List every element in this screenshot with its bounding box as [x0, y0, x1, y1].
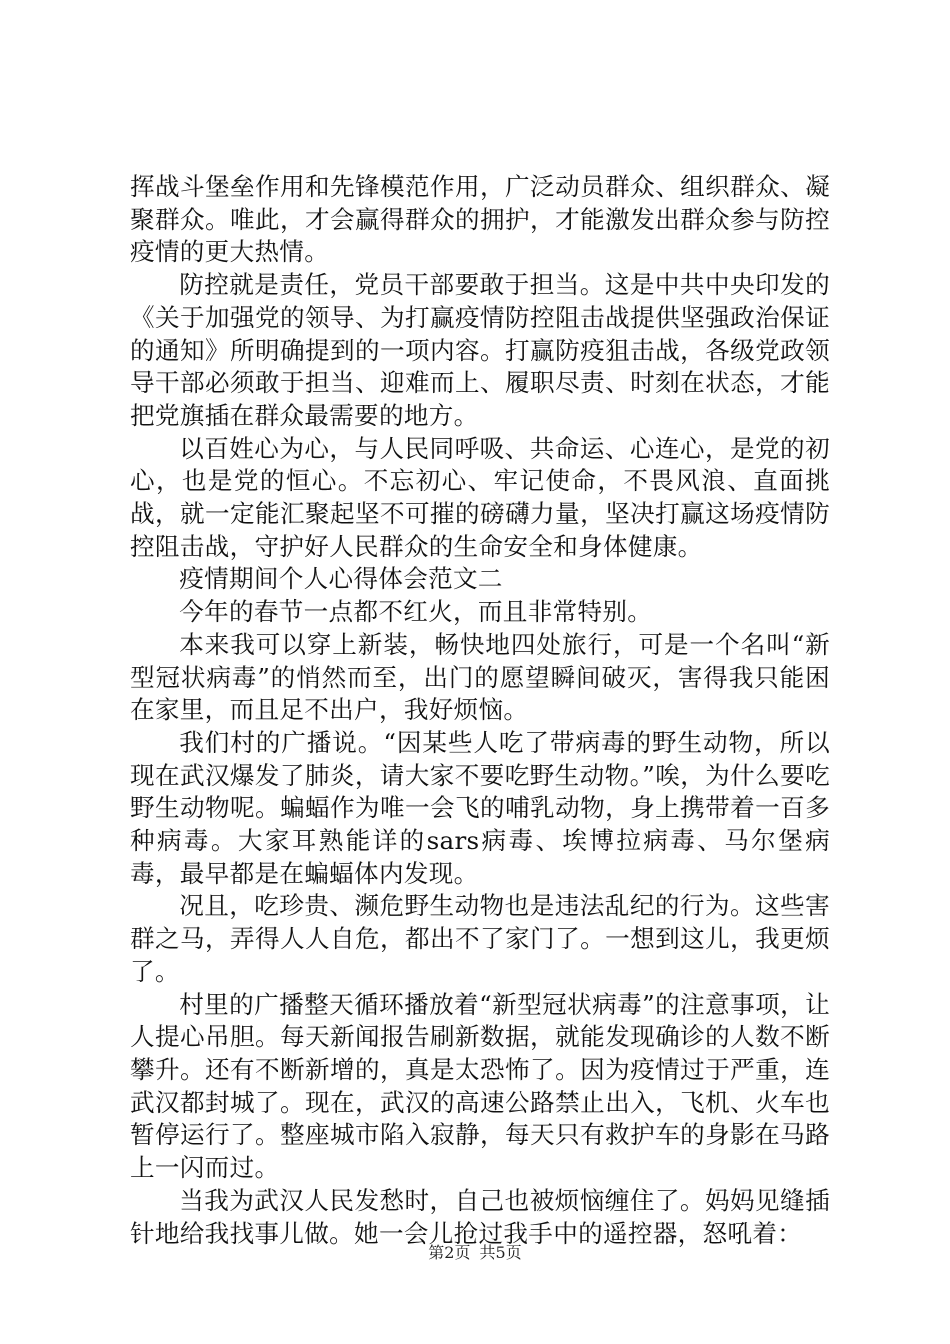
paragraph-3: 以百姓心为心，与人民同呼吸、共命运、心连心，是党的初心，也是党的恒心。不忘初心、牢记使命，不畏风浪、直面挑战，就一定能汇聚起坚不可摧的磅礴力量，坚决打赢这场疫情防控阻击战，守护好人民群众的生命安全和身体健康。	[130, 433, 830, 561]
document-body	[130, 171, 830, 1250]
paragraph-9: 村里的广播整天循环播放着“新型冠状病毒”的注意事项，让人提心吊胆。每天新闻报告刷新数据，就能发现确诊的人数不断攀升。还有不断新增的，真是太恐怖了。因为疫情过于严重，连武汉都封城了。现在，武汉的高速公路禁止出入，飞机、火车也暂停运行了。整座城市陷入寂静，每天只有救护车的身影在马路上一闪而过。	[130, 989, 830, 1183]
paragraph-8: 况且，吃珍贵、濒危野生动物也是违法乱纪的行为。这些害群之马，弄得人人自危，都出不了家门了。一想到这儿，我更烦了。	[130, 891, 830, 986]
paragraph-6: 本来我可以穿上新装，畅快地四处旅行，可是一个名叫“新型冠状病毒”的悄然而至，出门的愿望瞬间破灭，害得我只能困在家里，而且足不出户，我好烦恼。	[130, 629, 830, 725]
page-number-total: 共5页	[479, 1243, 522, 1262]
section-heading: 疫情期间个人心得体会范文二	[179, 564, 503, 594]
paragraph-10: 当我为武汉人民发愁时，自己也被烦恼缠住了。妈妈见缝插针地给我找事儿做。她一会儿抢过我手中的遥控器，怒吼着：	[130, 1185, 830, 1248]
paragraph-5: 今年的春节一点都不红火，而且非常特别。	[179, 597, 653, 627]
page-footer	[0, 1240, 950, 1263]
paragraph-2: 防控就是责任，党员干部要敢于担当。这是中共中央印发的《关于加强党的领导、为打赢疫情防控阻击战提供坚强政治保证的通知》所明确提到的一项内容。打赢防疫狙击战，各级党政领导干部必须敢于担当、迎难而上、履职尽责、时刻在状态，才能把党旗插在群众最需要的地方。	[130, 270, 830, 430]
paragraph-7: 我们村的广播说。“因某些人吃了带病毒的野生动物，所以现在武汉爆发了肺炎，请大家不要吃野生动物。”唉，为什么要吃野生动物呢。蝙蝠作为唯一会飞的哺乳动物，身上携带着一百多种病毒。大家耳熟能详的sars病毒、埃博拉病毒、马尔堡病毒，最早都是在蝙蝠体内发现。	[130, 727, 830, 888]
page-number-current: 第2页	[428, 1243, 471, 1262]
paragraph-1: 挥战斗堡垒作用和先锋模范作用，广泛动员群众、组织群众、凝聚群众。唯此，才会赢得群众的拥护，才能激发出群众参与防控疫情的更大热情。	[130, 172, 830, 267]
